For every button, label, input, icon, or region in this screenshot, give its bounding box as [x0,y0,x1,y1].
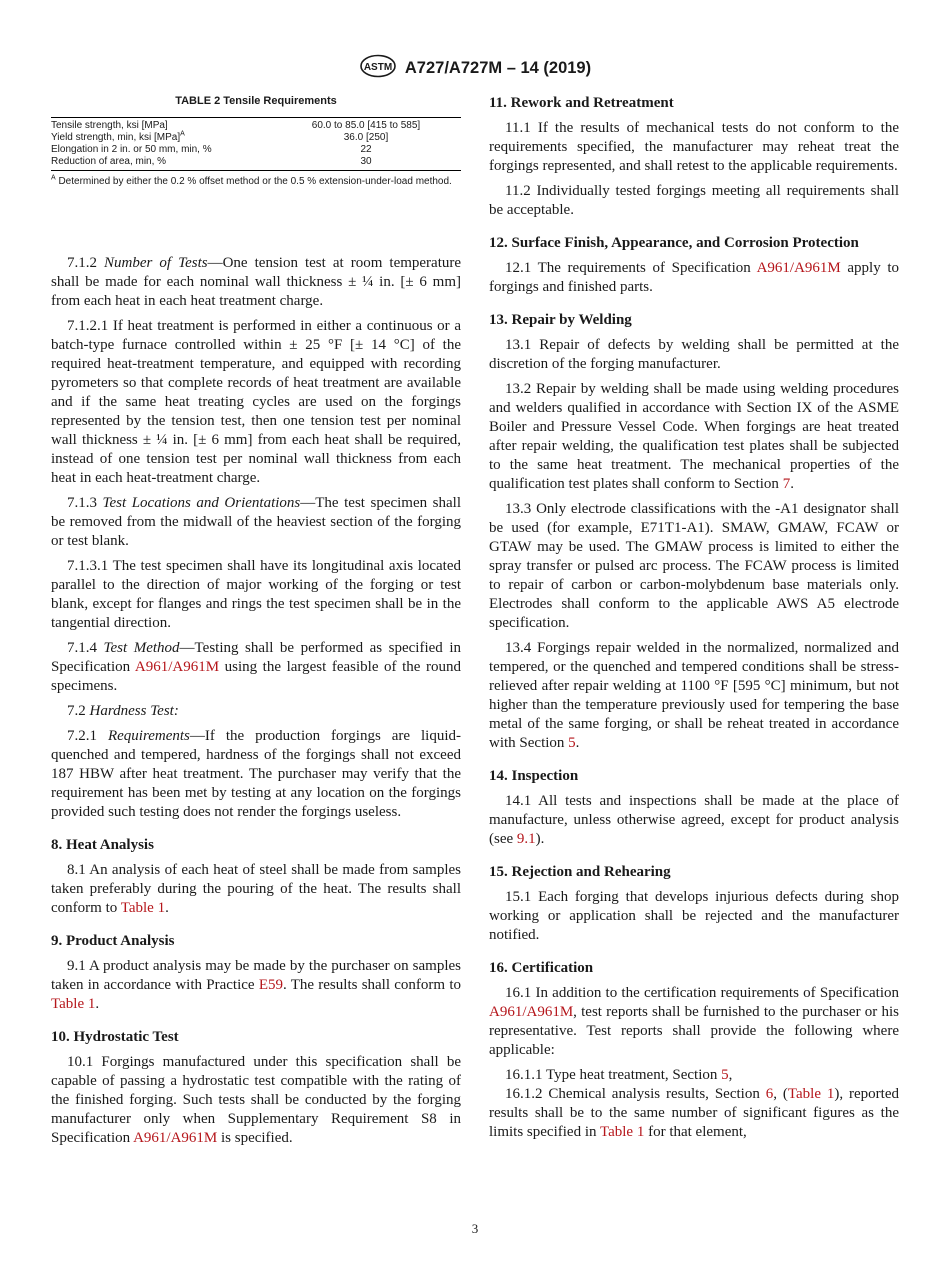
section-13-4: 13.4 Forgings repair welded in the normalized, normalized and tempered, or the quenched and tempered conditions shall be stress-relieved after repair welding at 1100 °F [595 °C] minimum, but not higher than the temperature previously used for tempering the base metal of the same forging, or shall be reheat treated in accordance with Section 5. [489,640,899,751]
link-section-5[interactable]: 5 [568,735,576,751]
section-8-1: 8.1 An analysis of each heat of steel shall be made from samples taken preferably during the pouring of the heat. The results shall conform to Table 1. [51,862,461,916]
table-row [51,118,461,133]
section-7-2-1: 7.2.1 Requirements—If the production forgings are liquid-quenched and tempered, hardness of the forgings shall not exceed 187 HBW after heat treatment. The purchaser may verify that the requirement has been met by testing at any location on the forgings provided such testing does not render the forgings useless. [51,728,462,820]
link-section-6[interactable]: 6 [765,1086,774,1102]
heading-15: 15. Rejection and Rehearing [489,864,671,880]
section-7-1-3: 7.1.3 Test Locations and Orientations—The test specimen shall be removed from the midwall of the heaviest section of the forging or test blank. [51,495,461,549]
link-section-5[interactable]: 5 [721,1067,729,1083]
section-9-1: 9.1 A product analysis may be made by the purchaser on samples taken in accordance with Practice E59. The results shall conform to Table 1. [51,958,462,1012]
section-11-1: 11.1 If the results of mechanical tests do not conform to the requirements specified, the manufacturer may reheat treat the forgings represented, and shall retest to the applicable requirements. [489,120,899,174]
link-section-9-1[interactable]: 9.1 [516,831,536,847]
section-10-1: 10.1 Forgings manufactured under this specification shall be capable of passing a hydrostatic test compatible with the rating of the finished forging. Such tests shall be conducted by the forging manufacturer only when Supplementary Requirement S8 in Specification A961/A961M is specified. [51,1054,461,1146]
astm-logo-icon [359,54,397,83]
section-13-1: 13.1 Repair of defects by welding shall be permitted at the discretion of the forging manufacturer. [489,337,899,372]
table-footnote: $^A$ Determined by either the 0.2 % offset method or the 0.5 % extension-under-load method. [51,174,452,187]
page-header [0,54,950,83]
heading-9: 9. Product Analysis [51,933,175,949]
table-2 [51,92,461,188]
table-2-caption: TABLE 2 Tensile Requirements [175,95,337,107]
link-table-1[interactable]: Table 1 [599,1124,645,1140]
table-cell-label: Reduction of area, min, % [51,156,271,171]
left-column [51,92,461,1154]
table-cell-value: 30 [271,156,461,171]
section-14-1: 14.1 All tests and inspections shall be made at the place of manufacture, unless otherwise agreed, except for product analysis (see 9.1). [489,793,899,847]
table-row [51,144,461,156]
heading-13: 13. Repair by Welding [489,312,632,328]
section-16-1-1: 16.1.1 Type heat treatment, Section 5, [505,1067,733,1083]
heading-8: 8. Heat Analysis [51,837,154,853]
table-cell-value: 60.0 to 85.0 [415 to 585] [271,118,461,133]
table-cell-label: Tensile strength, ksi [MPa] [51,118,271,133]
link-e59[interactable]: E59 [258,977,283,993]
heading-16: 16. Certification [489,960,594,976]
link-a961[interactable]: A961/A961M [134,659,220,675]
tensile-requirements-table [51,117,461,171]
section-12-1: 12.1 The requirements of Specification A961/A961M apply to forgings and finished parts. [489,260,899,295]
right-column [489,92,899,1148]
table-row [51,156,461,171]
section-7-2: 7.2 Hardness Test: [67,703,179,719]
section-7-1-2-1: 7.1.2.1 If heat treatment is performed in either a continuous or a batch-type furnace controlled within ± 25 °F [± 14 °C] of the required heat-treatment temperature, and equipped with recording pyrometers so that complete records of heat treatment are available and if the same heat treating cycles are used on the forgings represented by the tension test, then one tension test per nominal wall thickness ± ¼ in. [± 6 mm] from each heat shall be required, instead of one tension test per nominal wall thickness from each heat in each heat-treatment charge. [51,318,461,486]
table-cell-value: 36.0 [250] [343,132,389,143]
section-7-1-2: 7.1.2 Number of Tests—One tension test at room temperature shall be made for each nominal wall thickness ± ¼ in. [± 6 mm] from each heat in each heat treatment charge. [51,255,462,309]
section-16-1-2: 16.1.2 Chemical analysis results, Section 6, (Table 1), reported results shall be to the same number of significant figures as the limits specified in Table 1 for that element, [489,1086,899,1140]
table-row [51,132,461,144]
link-table-1[interactable]: Table 1 [787,1086,835,1102]
link-a961[interactable]: A961/A961M [489,1004,574,1020]
section-13-3: 13.3 Only electrode classifications with the -A1 designator shall be used (for example, E71T1-A1). SMAW, GMAW, FCAW or GTAW may be used. The GMAW process is limited to either the spray transfer or pulsed arc process. The FCAW process is limited to repair of carbon or carbon-molybdenum base materials only. Electrodes shall conform to the applicable AWS A5 electrode specification. [489,501,899,631]
section-16-1: 16.1 In addition to the certification requirements of Specification A961/A961M, test reports shall be furnished to the purchaser or his representative. Test reports shall provide the following where applicable: [489,985,899,1058]
heading-14: 14. Inspection [489,768,579,784]
footnote-marker: A [180,130,185,138]
link-a961[interactable]: A961/A961M [756,260,841,276]
link-section-7[interactable]: 7 [782,476,791,492]
page-number: 3 [471,1221,479,1236]
heading-10: 10. Hydrostatic Test [51,1029,179,1045]
link-a961[interactable]: A961/A961M [133,1130,218,1146]
section-15-1: 15.1 Each forging that develops injurious defects during shop working or application shall be rejected and the manufacturer notified. [489,889,899,943]
table-cell-label: Elongation in 2 in. or 50 mm, min, % [51,144,212,155]
link-table-1[interactable]: Table 1 [120,900,166,916]
heading-12: 12. Surface Finish, Appearance, and Corrosion Protection [489,235,859,251]
document-designation: A727/A727M – 14 (2019) [404,59,592,77]
table-cell-value: 22 [360,144,372,155]
section-13-2: 13.2 Repair by welding shall be made using welding procedures and welders qualified in accordance with Section IX of the ASME Boiler and Pressure Vessel Code. When forgings are heat treated after repair welding, the qualification test plates shall be subjected to the same heat treatment. The mechanical properties of the qualification test plates shall conform to Section 7. [489,381,899,492]
link-table-1[interactable]: Table 1 [51,996,96,1012]
section-11-2: 11.2 Individually tested forgings meeting all requirements shall be acceptable. [489,183,899,218]
table-cell-label: Yield strength, min, ksi [MPa]$^A$ [51,130,185,143]
section-7-1-4: 7.1.4 Test Method—Testing shall be performed as specified in Specification A961/A961M using the largest feasible of the round specimens. [51,640,461,694]
svg-text:ASTM: ASTM [363,62,393,73]
heading-11: 11. Rework and Retreatment [489,95,674,111]
section-7-1-3-1: 7.1.3.1 The test specimen shall have its longitudinal axis located parallel to the direction of major working of the forging or test blank, except for flanges and rings the test specimen shall be in the tangential direction. [51,558,461,631]
